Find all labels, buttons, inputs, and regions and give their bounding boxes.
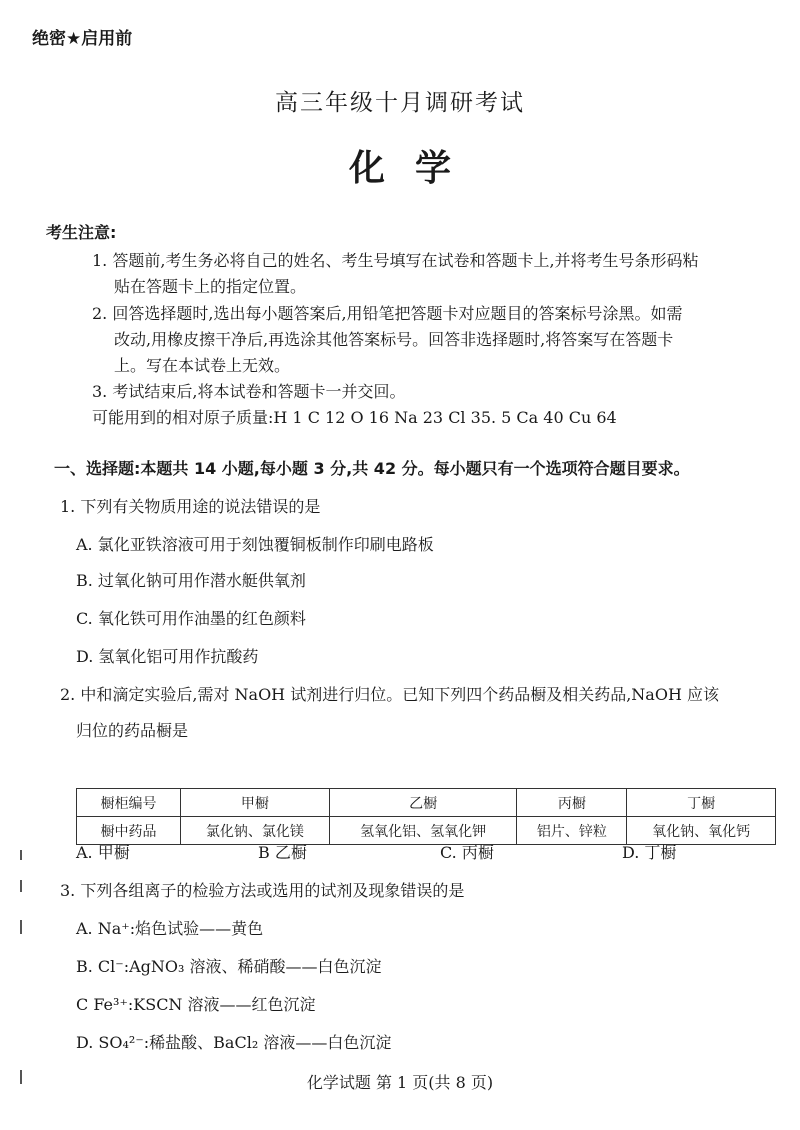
- q3-option-b: B. Cl⁻:AgNO₃ 溶液、稀硝酸——白色沉淀: [76, 957, 382, 976]
- atomic-masses: 可能用到的相对原子质量:H 1 C 12 O 16 Na 23 Cl 35. 5 Ca 40 Cu 64: [92, 408, 617, 427]
- table-cell: 橱中药品: [77, 817, 181, 845]
- notice-item-1-line-1: 1. 答题前,考生务必将自己的姓名、考生号填写在试卷和答题卡上,并将考生号条形码粘: [92, 251, 699, 270]
- table-row: [77, 789, 776, 817]
- q2-stem-line-1: 2. 中和滴定实验后,需对 NaOH 试剂进行归位。已知下列四个药品橱及相关药品,NaOH 应该: [60, 685, 720, 704]
- table-cell: 铝片、锌粒: [517, 817, 627, 845]
- page-footer: 化学试题 第 1 页(共 8 页): [306, 1073, 494, 1092]
- table-cell: 氢氧化铝、氢氧化钾: [329, 817, 517, 845]
- q2-stem-line-2: 归位的药品橱是: [76, 721, 189, 740]
- binding-edge-mark: [20, 920, 22, 934]
- table-cell: 丙橱: [517, 789, 627, 817]
- exam-title: 高三年级十月调研考试: [275, 90, 525, 116]
- notice-item-3: 3. 考试结束后,将本试卷和答题卡一并交回。: [92, 382, 406, 401]
- q2-option-a: A. 甲橱: [76, 843, 130, 862]
- table-cell: 乙橱: [329, 789, 517, 817]
- q1-option-b: B. 过氧化钠可用作潜水艇供氧剂: [76, 571, 306, 590]
- q1-option-d: D. 氢氧化铝可用作抗酸药: [76, 647, 259, 666]
- q1-option-c: C. 氧化铁可用作油墨的红色颜料: [76, 609, 306, 628]
- notice-item-2-line-3: 上。写在本试卷上无效。: [114, 356, 291, 375]
- notice-item-2-line-2: 改动,用橡皮擦干净后,再选涂其他答案标号。回答非选择题时,将答案写在答题卡: [114, 330, 674, 349]
- q1-option-a: A. 氯化亚铁溶液可用于刻蚀覆铜板制作印刷电路板: [76, 535, 434, 554]
- q1-stem: 1. 下列有关物质用途的说法错误的是: [60, 497, 321, 516]
- q3-option-a: A. Na⁺:焰色试验——黄色: [76, 919, 264, 938]
- binding-edge-mark: [20, 850, 22, 860]
- binding-edge-mark: [20, 880, 22, 892]
- table-cell: 氯化钠、氯化镁: [181, 817, 330, 845]
- q3-option-d: D. SO₄²⁻:稀盐酸、BaCl₂ 溶液——白色沉淀: [76, 1033, 392, 1052]
- table-cell: 氧化钠、氧化钙: [627, 817, 776, 845]
- table-cell: 丁橱: [627, 789, 776, 817]
- q3-stem: 3. 下列各组离子的检验方法或选用的试剂及现象错误的是: [60, 881, 465, 900]
- q2-option-d: D. 丁橱: [622, 843, 677, 862]
- table-cell: 甲橱: [181, 789, 330, 817]
- cabinet-table: [76, 788, 776, 845]
- secret-mark: 绝密★启用前: [32, 29, 133, 49]
- notice-heading: 考生注意:: [46, 223, 117, 242]
- notice-item-2-line-1: 2. 回答选择题时,选出每小题答案后,用铅笔把答题卡对应题目的答案标号涂黑。如需: [92, 304, 683, 323]
- table-cell: 橱柜编号: [77, 789, 181, 817]
- q3-option-c: C Fe³⁺:KSCN 溶液——红色沉淀: [76, 995, 316, 1014]
- section-1-title: 一、选择题:本题共 14 小题,每小题 3 分,共 42 分。每小题只有一个选项符合题目要求。: [54, 459, 690, 478]
- subject-title: 化学: [348, 148, 481, 189]
- q2-option-b: B 乙橱: [258, 843, 307, 862]
- binding-edge-mark: [20, 1070, 22, 1084]
- q2-option-c: C. 丙橱: [440, 843, 494, 862]
- notice-item-1-line-2: 贴在答题卡上的指定位置。: [114, 277, 307, 296]
